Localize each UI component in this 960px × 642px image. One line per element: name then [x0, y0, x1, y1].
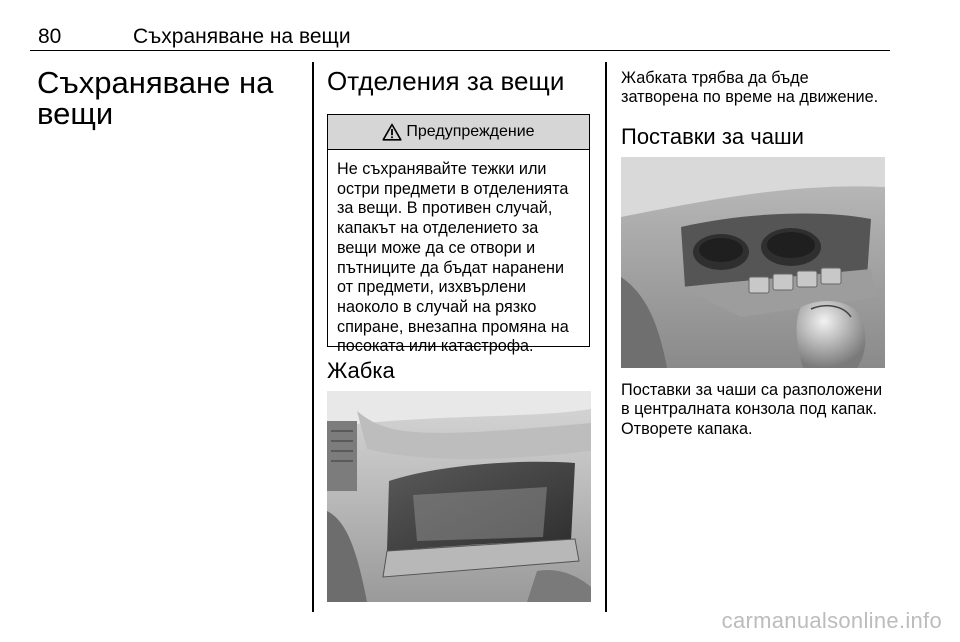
chapter-title: Съхраняване на вещи	[37, 65, 274, 131]
page-number: 80	[38, 25, 62, 48]
cupholders-image	[621, 157, 885, 368]
glovebox-title: Жабка	[327, 358, 395, 383]
glovebox-image	[327, 391, 591, 602]
glovebox-text: Жабката трябва да бъде затворена по време на движение.	[621, 69, 879, 107]
section-title: Отделения за вещи	[327, 66, 565, 96]
warning-title: Предупреждение	[406, 123, 535, 140]
watermark: carmanualsonline.info	[721, 608, 942, 633]
warning-triangle-icon	[382, 123, 402, 141]
page-header	[30, 22, 890, 51]
cupholders-text: Поставки за чаши са разположени в централната конзола под капак. Отворете капака.	[621, 381, 883, 438]
warning-text: Не съхранявайте тежки или остри предмети в отделенията за вещи. В противен случай, капакът на отделението за вещи може да се отвори и пътниците да бъдат наранени от предмети, изхвърлени наоколо в случай на рязко спиране, внезапна промяна на посоката или катастрофа.	[337, 160, 569, 356]
column-divider	[312, 62, 314, 612]
running-title: Съхраняване на вещи	[133, 25, 351, 48]
warning-box	[327, 114, 590, 356]
cupholders-title: Поставки за чаши	[621, 124, 804, 149]
column-divider	[605, 62, 607, 612]
warning-header	[328, 115, 589, 150]
